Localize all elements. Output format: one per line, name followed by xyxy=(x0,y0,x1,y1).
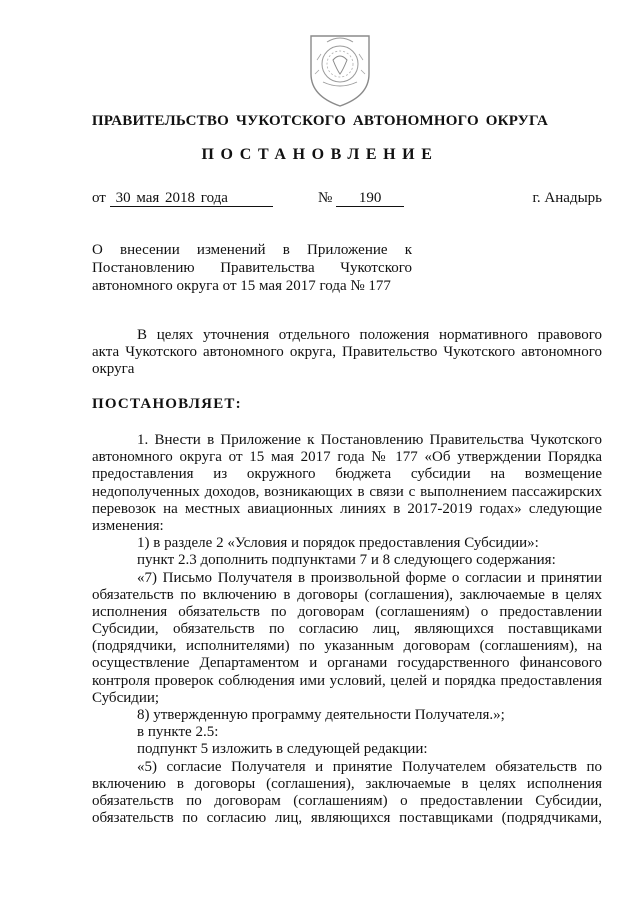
body-line: в пункте 2.5: xyxy=(137,724,219,741)
body-line: «5) согласие Получателя и принятие Получателем обязательств по xyxy=(137,758,602,775)
number-value: 190 xyxy=(336,190,404,207)
body-line: обязательств по согласию лиц, являющихся поставщиками (подрядчиками, xyxy=(92,810,602,827)
body-line: Субсидии; xyxy=(92,689,160,706)
subject-line: автономного округа от 15 мая 2017 года № 177 xyxy=(92,278,391,294)
body-line: включению в договоры (соглашения), заключаемые в целях исполнения xyxy=(92,775,602,792)
document-date xyxy=(92,190,273,207)
body-line: изменения: xyxy=(92,517,164,534)
preamble-line: акта Чукотского автономного округа, Правительство Чукотского автономного xyxy=(92,344,602,361)
date-prefix: от xyxy=(92,190,106,206)
document-subject xyxy=(92,241,412,295)
body-line: исполнения обязательств по договорам (соглашениям) о предоставлении xyxy=(92,603,602,620)
body-line: обязательств по включению в договоры (соглашения), заключаемые в целях xyxy=(92,586,602,603)
body-line: Субсидии, обязательств по согласию лиц, являющихся поставщиками xyxy=(92,621,602,638)
date-value: 30 мая 2018 года xyxy=(110,190,273,207)
body-line: «7) Письмо Получателя в произвольной форме о согласии и принятии xyxy=(137,569,602,586)
document-number xyxy=(318,190,404,207)
body-line: перевозок на местных авиационных линиях в 2017-2019 годах» следующие xyxy=(92,500,602,517)
resolves-heading: ПОСТАНОВЛЯЕТ: xyxy=(92,396,242,412)
preamble-paragraph xyxy=(92,327,602,379)
body-line: 1. Внести в Приложение к Постановлению Правительства Чукотского xyxy=(137,432,602,448)
body-line: подпункт 5 изложить в следующей редакции: xyxy=(137,741,428,758)
coat-of-arms-emblem-icon xyxy=(303,30,377,110)
body-line: обязательств по договорам (соглашениям) о предоставлении Субсидии, xyxy=(92,792,602,809)
body-line: 1) в разделе 2 «Условия и порядок предоставления Субсидии»: xyxy=(137,535,539,552)
subject-line: Постановлению Правительства Чукотского xyxy=(92,260,412,276)
document-city: г. Анадырь xyxy=(532,190,602,206)
document-type-title: ПОСТАНОВЛЕНИЕ xyxy=(201,146,439,163)
main-body-text xyxy=(92,432,602,827)
body-line: недополученных доходов, возникающих в связи с выполнением пассажирских xyxy=(92,483,602,500)
body-line: контроля проверок соблюдения ими условий, целей и порядка предоставления xyxy=(92,672,602,689)
subject-line: О внесении изменений в Приложение к xyxy=(92,242,412,258)
preamble-line: В целях уточнения отдельного положения нормативного правового xyxy=(137,327,602,343)
body-line: 8) утвержденную программу деятельности Получателя.»; xyxy=(137,707,505,723)
number-prefix: № xyxy=(318,190,333,206)
government-title: ПРАВИТЕЛЬСТВО ЧУКОТСКОГО АВТОНОМНОГО ОКРУГА xyxy=(91,113,549,129)
body-line: (подрядчики, исполнителями) по указанным договорам (соглашениям), на xyxy=(92,638,602,655)
preamble-line: округа xyxy=(92,361,135,378)
body-line: автономного округа от 15 мая 2017 года № 177 «Об утверждении Порядка xyxy=(92,449,602,466)
body-line: осуществление Департаментом и органами государственного финансового xyxy=(92,655,602,672)
body-line: пункт 2.3 дополнить подпунктами 7 и 8 следующего содержания: xyxy=(137,552,556,569)
body-line: предоставления из окружного бюджета субсидии на возмещение xyxy=(92,466,602,483)
